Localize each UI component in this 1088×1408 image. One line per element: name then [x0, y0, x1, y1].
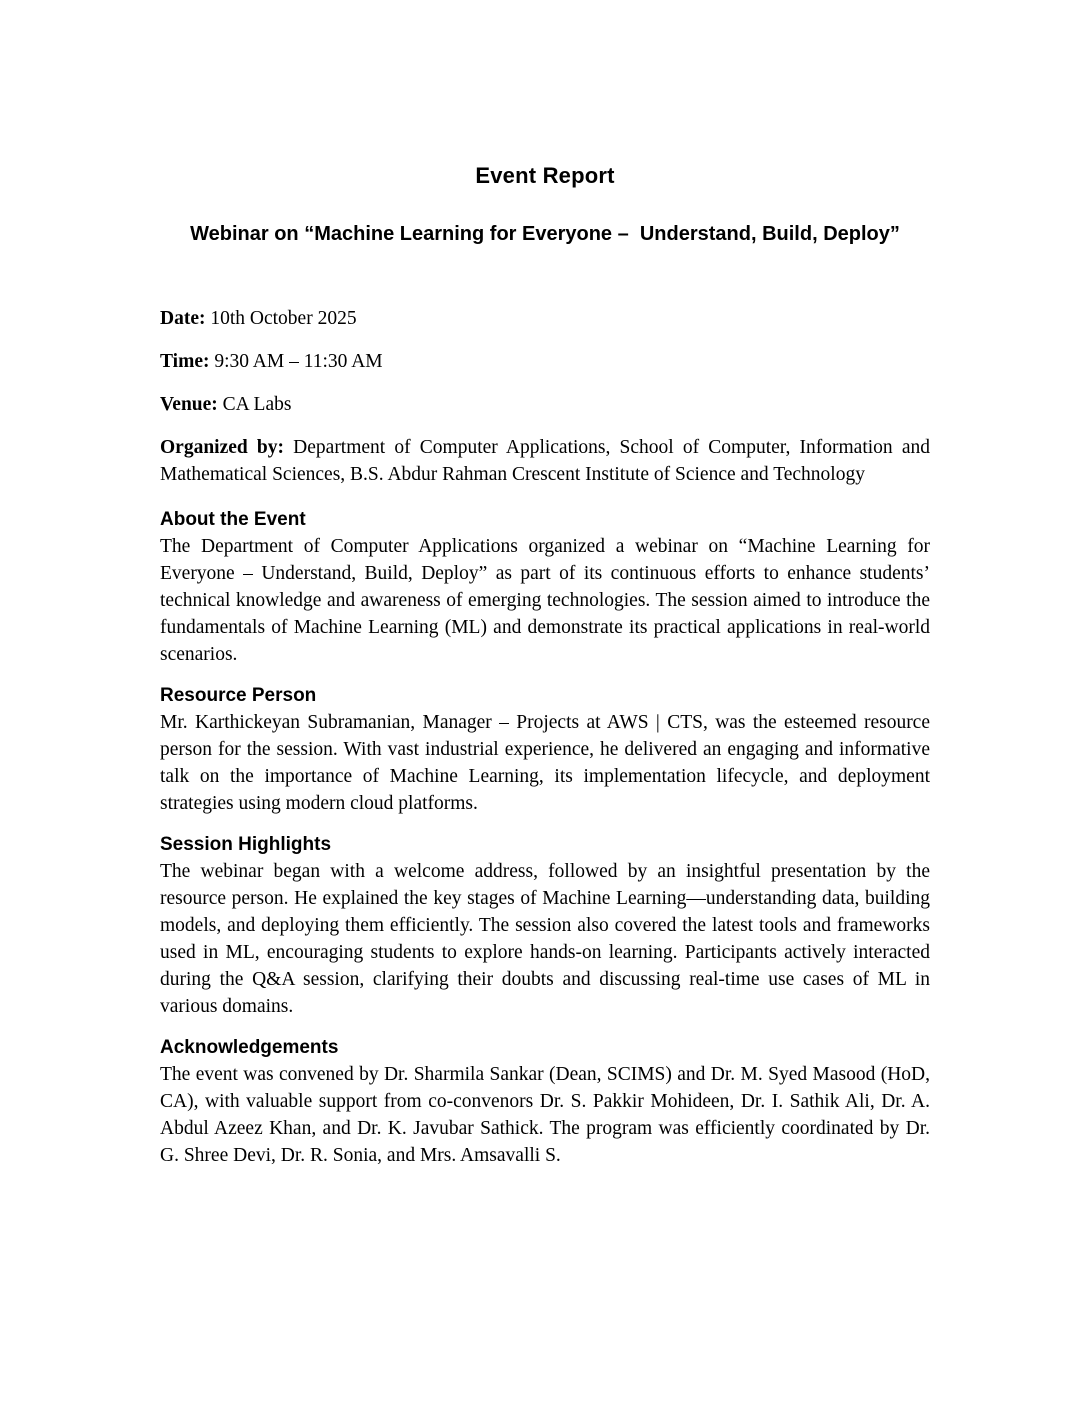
section-resource-person-heading: Resource Person	[160, 685, 317, 706]
document-title: Event Report	[475, 163, 615, 188]
section-acknowledgements-body: The event was convened by Dr. Sharmila Sankar (Dean, SCIMS) and Dr. M. Syed Masood (HoD, CA), with valuable support from co-convenors Dr. S. Pakkir Mohideen, Dr. I. Sathik Ali, Dr. A. Abdul Azeez Khan, and Dr. K. Javubar Sathick. The program was efficiently coordinated by Dr. G. Shree Devi, Dr. R. Sonia, and Mrs. Amsavalli S.	[160, 1064, 930, 1166]
section-session-highlights	[160, 831, 930, 1020]
meta-venue	[160, 391, 930, 418]
meta-date-label: Date:	[160, 308, 206, 329]
meta-venue-value: CA Labs	[222, 394, 292, 415]
section-resource-person-body: Mr. Karthickeyan Subramanian, Manager – Projects at AWS | CTS, was the esteemed resource person for the session. With vast industrial experience, he delivered an engaging and informative talk on the importance of Machine Learning, its implementation lifecycle, and deployment strategies using modern cloud platforms.	[160, 712, 930, 814]
meta-organized-by	[160, 434, 930, 488]
meta-time	[160, 348, 930, 375]
meta-organized-by-value: Department of Computer Applications, School of Computer, Information and Mathematical Sciences, B.S. Abdur Rahman Crescent Institute of Science and Technology	[160, 437, 930, 485]
meta-date-value: 10th October 2025	[210, 308, 357, 329]
meta-venue-label: Venue:	[160, 394, 218, 415]
meta-time-value: 9:30 AM – 11:30 AM	[214, 351, 383, 372]
section-about-the-event	[160, 506, 930, 668]
section-resource-person	[160, 682, 930, 817]
section-acknowledgements-heading: Acknowledgements	[160, 1037, 339, 1058]
meta-date	[160, 305, 930, 332]
section-about-body: The Department of Computer Applications organized a webinar on “Machine Learning for Everyone – Understand, Build, Deploy” as part of its continuous efforts to enhance students’ technical knowledge and awareness of emerging technologies. The session aimed to introduce the fundamentals of Machine Learning (ML) and demonstrate its practical applications in real-world scenarios.	[160, 536, 930, 665]
meta-organized-by-label: Organized by:	[160, 437, 284, 458]
section-session-highlights-heading: Session Highlights	[160, 834, 332, 855]
document-subtitle: Webinar on “Machine Learning for Everyone – Understand, Build, Deploy”	[190, 223, 900, 245]
section-acknowledgements	[160, 1034, 930, 1169]
section-about-heading: About the Event	[160, 509, 306, 530]
meta-time-label: Time:	[160, 351, 210, 372]
section-session-highlights-body: The webinar began with a welcome address, followed by an insightful presentation by the resource person. He explained the key stages of Machine Learning—understanding data, building models, and deploying them efficiently. The session also covered the latest tools and frameworks used in ML, encouraging students to explore hands-on learning. Participants actively interacted during the Q&A session, clarifying their doubts and discussing real-time use cases of ML in various domains.	[160, 861, 930, 1017]
